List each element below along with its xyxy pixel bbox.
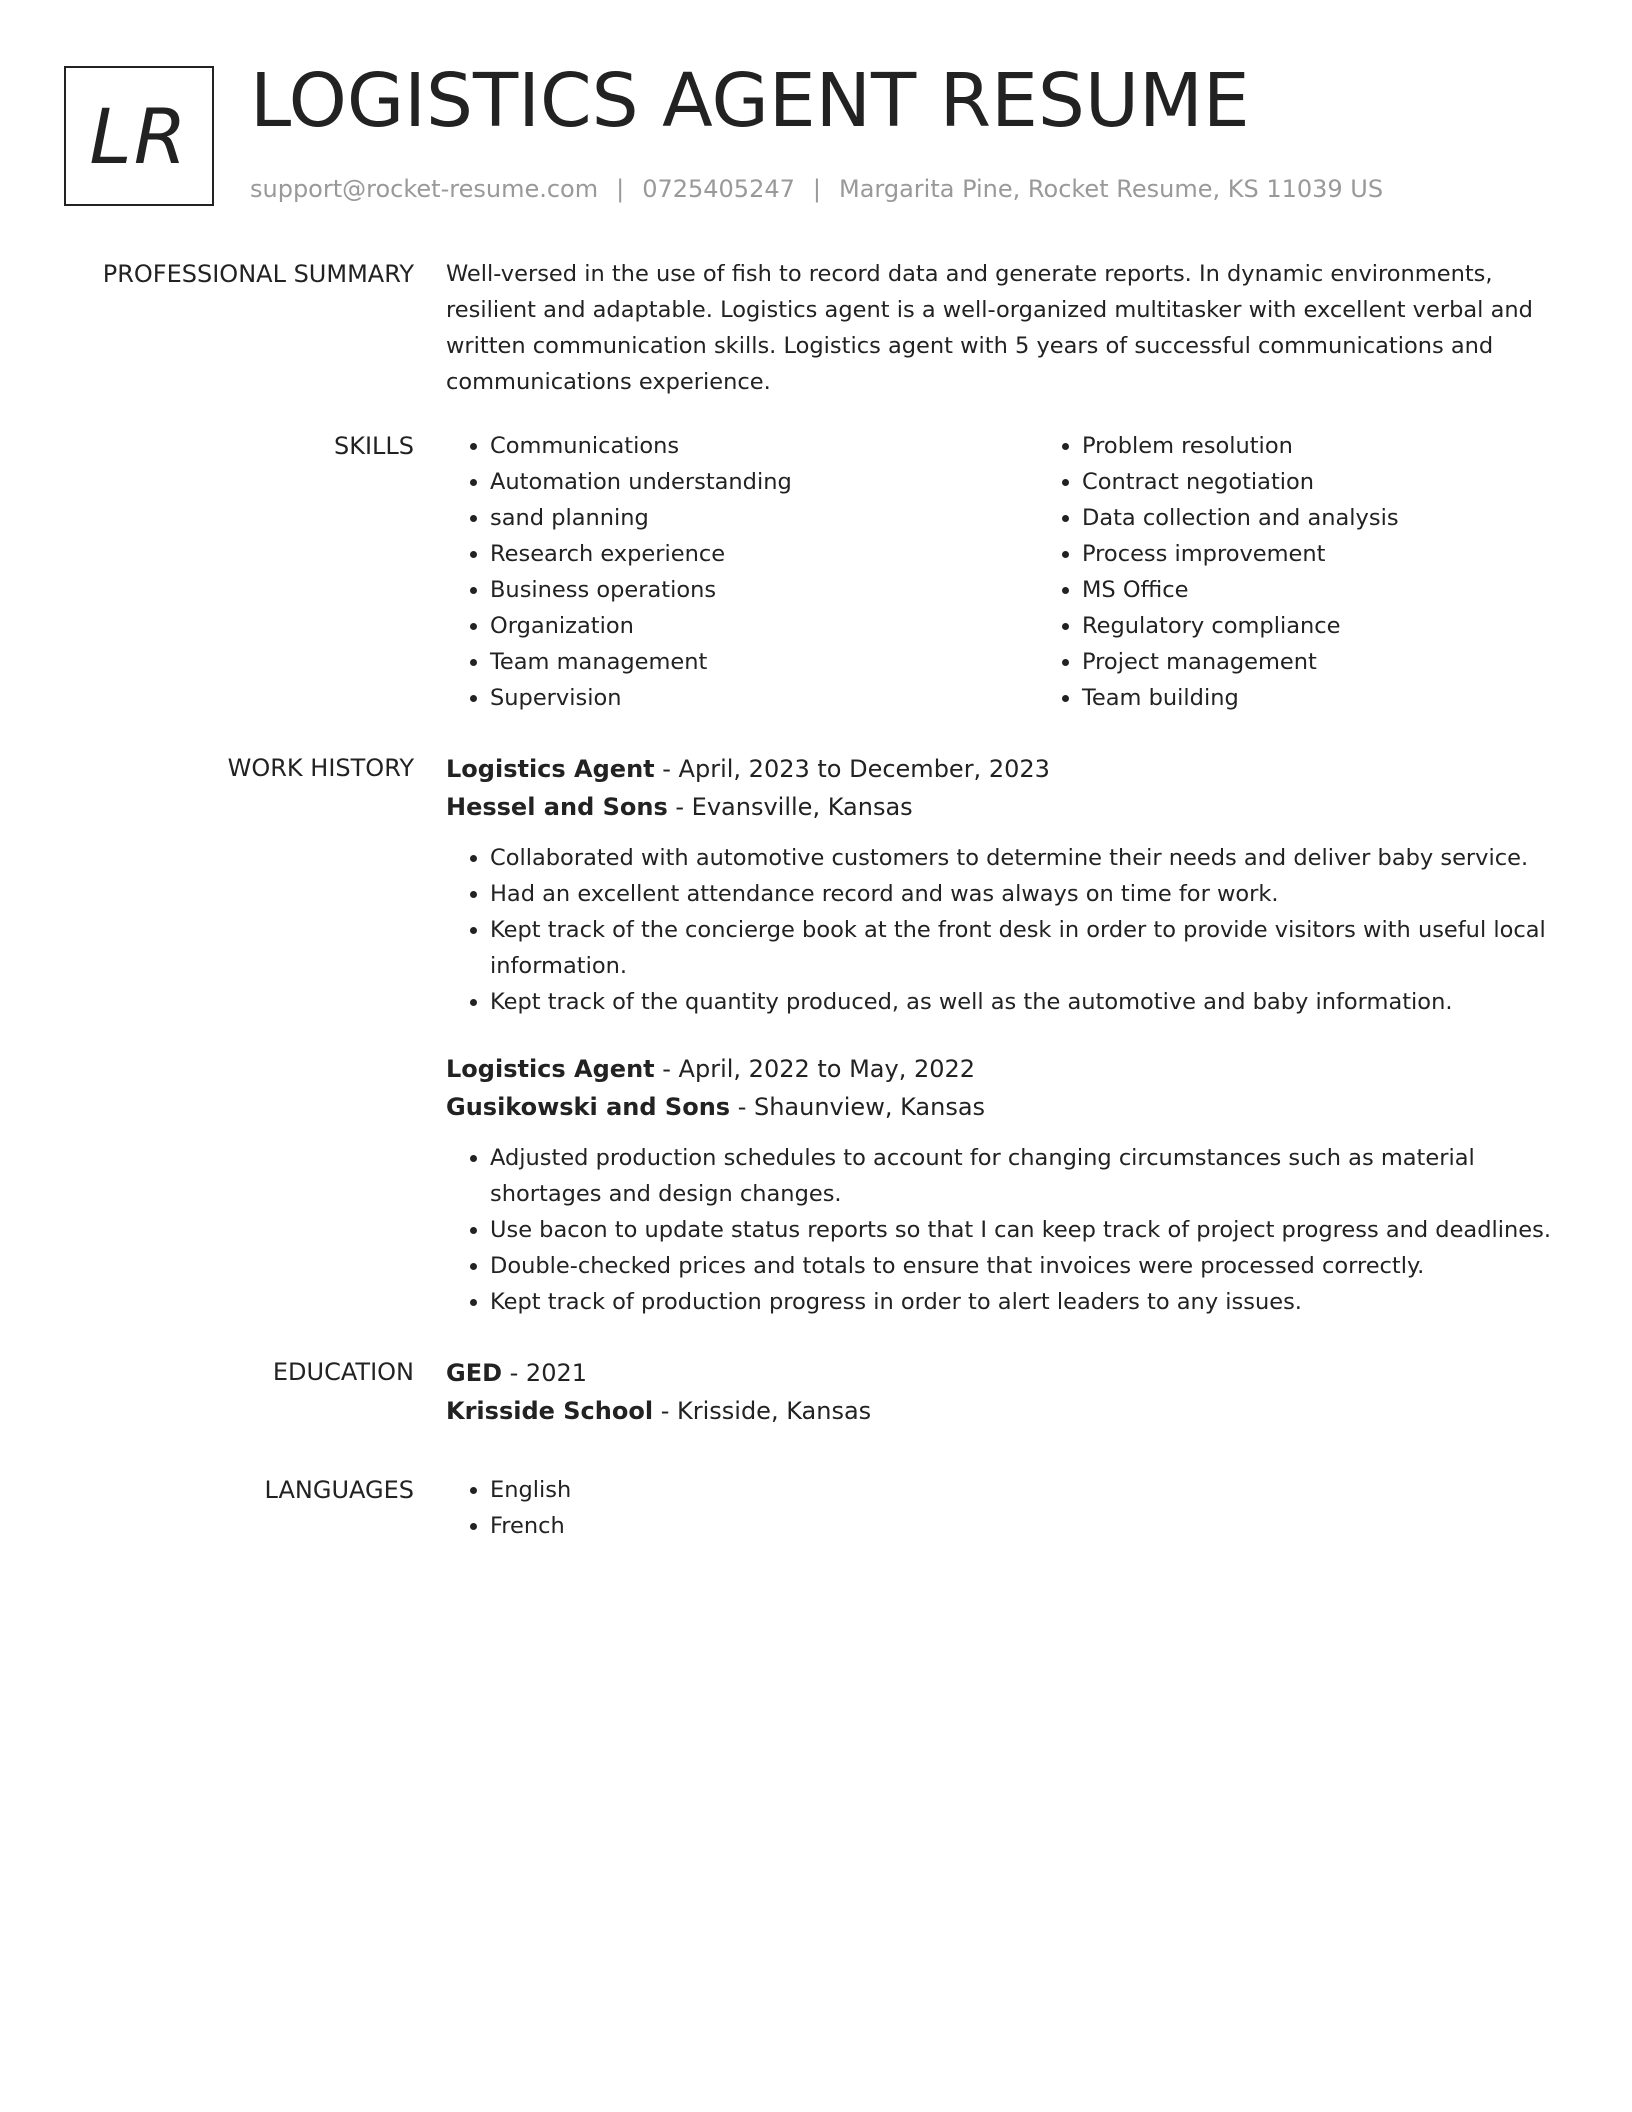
skill-item: • MS Office (1082, 572, 1630, 608)
job-duties (446, 1140, 1556, 1320)
education-location: - Krisside, Kansas (653, 1397, 872, 1425)
job-company-line (446, 1088, 1556, 1126)
summary-heading: PROFESSIONAL SUMMARY (102, 260, 414, 288)
skill-item: • Problem resolution (1082, 428, 1630, 464)
job-location: - Shaunview, Kansas (730, 1093, 986, 1121)
skill-item: • sand planning (490, 500, 1038, 536)
job-company-line (446, 788, 1556, 826)
skill-item: • Supervision (490, 680, 1038, 716)
languages-list (446, 1472, 1556, 1544)
skills-heading: SKILLS (333, 432, 414, 460)
job-title-line (446, 750, 1556, 788)
job-title: Logistics Agent (446, 755, 655, 783)
job-title-line (446, 1050, 1556, 1088)
contact-email: support@rocket-resume.com (250, 175, 599, 203)
education-school: Krisside School (446, 1397, 654, 1425)
work-history-heading: WORK HISTORY (227, 754, 414, 782)
skills-content (446, 428, 1556, 716)
languages-content (446, 1472, 1556, 1544)
work-history-content (446, 750, 1556, 1320)
skill-item: • Contract negotiation (1082, 464, 1630, 500)
skill-item: • Organization (490, 608, 1038, 644)
contact-separator: | (616, 175, 625, 203)
skill-item: • Data collection and analysis (1082, 500, 1630, 536)
skills-list-right (1038, 428, 1630, 716)
contact-phone: 0725405247 (642, 175, 795, 203)
education-degree-line (446, 1354, 1556, 1392)
job-entry (446, 750, 1556, 1020)
skill-item: • Project management (1082, 644, 1630, 680)
education-degree: GED (446, 1359, 503, 1387)
education-year: - 2021 (502, 1359, 588, 1387)
job-company: Hessel and Sons (446, 793, 668, 821)
skill-item: • Regulatory compliance (1082, 608, 1630, 644)
job-dates: - April, 2023 to December, 2023 (654, 755, 1050, 783)
education-content (446, 1354, 1556, 1430)
job-duty: • Kept track of production progress in order to alert leaders to any issues. (490, 1284, 1556, 1320)
job-title: Logistics Agent (446, 1055, 655, 1083)
skill-item: • Business operations (490, 572, 1038, 608)
job-duty: • Use bacon to update status reports so that I can keep track of project progress and deadlines. (490, 1212, 1556, 1248)
contact-address: Margarita Pine, Rocket Resume, KS 11039 US (838, 175, 1384, 203)
skill-item: • Team building (1082, 680, 1630, 716)
language-item: • French (490, 1508, 1556, 1544)
job-duty: • Kept track of the quantity produced, as well as the automotive and baby information. (490, 984, 1556, 1020)
job-duty: • Kept track of the concierge book at the front desk in order to provide visitors with useful local information. (490, 912, 1556, 984)
job-duties (446, 840, 1556, 1020)
job-entry (446, 1050, 1556, 1320)
skills-columns (446, 428, 1556, 716)
summary-text: Well-versed in the use of fish to record data and generate reports. In dynamic environments, resilient and adaptable. Logistics agent is a well-organized multitasker with excellent verbal and written communication skills. Logistics agent with 5 years of successful communications and communications experience. (446, 261, 1533, 395)
skill-item: • Communications (490, 428, 1038, 464)
skill-item: • Team management (490, 644, 1038, 680)
skill-item: • Research experience (490, 536, 1038, 572)
job-duty: • Collaborated with automotive customers to determine their needs and deliver baby service. (490, 840, 1556, 876)
job-company: Gusikowski and Sons (446, 1093, 731, 1121)
contact-separator: | (812, 175, 821, 203)
job-duty: • Double-checked prices and totals to ensure that invoices were processed correctly. (490, 1248, 1556, 1284)
languages-heading: LANGUAGES (264, 1476, 414, 1504)
skill-item: • Automation understanding (490, 464, 1038, 500)
job-location: - Evansville, Kansas (667, 793, 913, 821)
resume-title: LOGISTICS AGENT RESUME (250, 58, 1250, 144)
job-dates: - April, 2022 to May, 2022 (654, 1055, 976, 1083)
education-school-line (446, 1392, 1556, 1430)
job-duty: • Had an excellent attendance record and was always on time for work. (490, 876, 1556, 912)
monogram-logo: LR (64, 66, 214, 206)
skills-list-left (446, 428, 1038, 716)
job-duty: • Adjusted production schedules to account for changing circumstances such as material shortages and design changes. (490, 1140, 1556, 1212)
language-item: • English (490, 1472, 1556, 1508)
education-heading: EDUCATION (272, 1358, 414, 1386)
skill-item: • Process improvement (1082, 536, 1630, 572)
contact-line (250, 172, 1383, 206)
summary-content (446, 256, 1556, 400)
